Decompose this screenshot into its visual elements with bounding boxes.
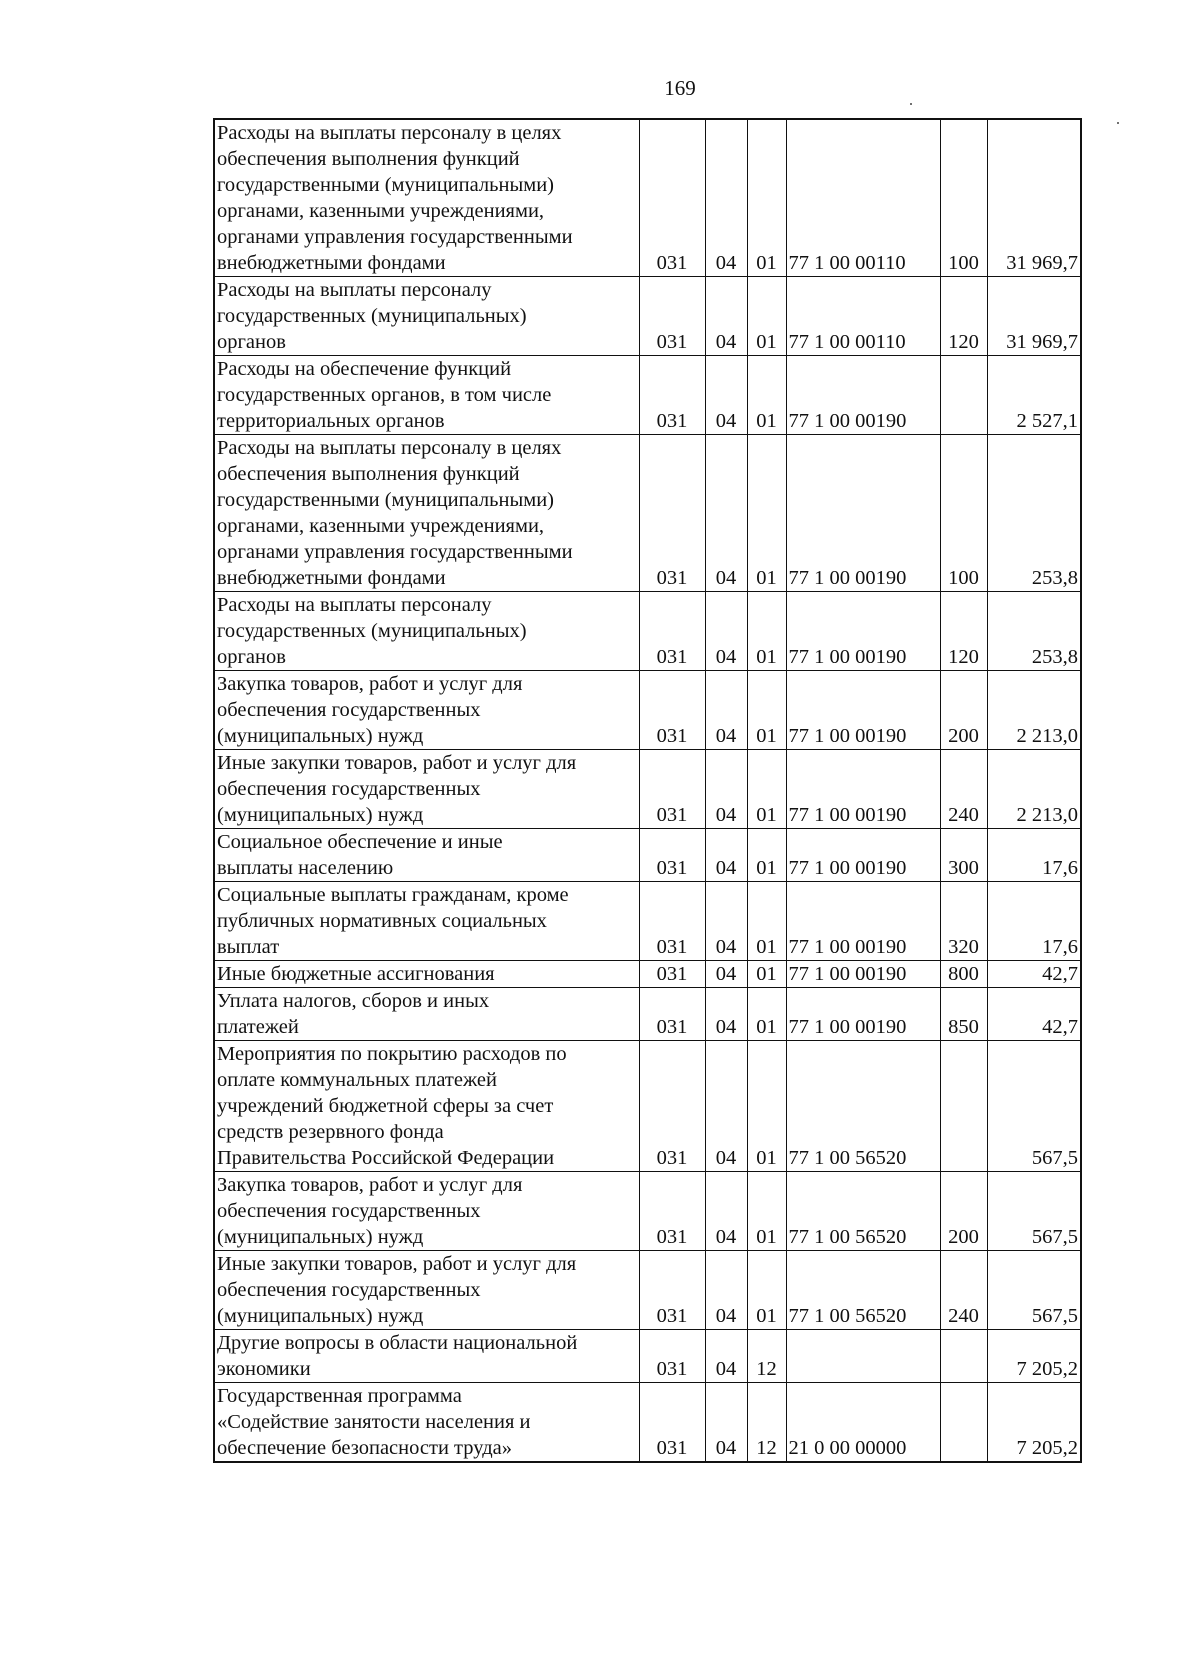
amount-value: 7 205,2 xyxy=(987,1383,1081,1463)
subsection-code: 01 xyxy=(747,671,786,750)
subsection-code: 01 xyxy=(747,356,786,435)
section-code: 04 xyxy=(705,1172,747,1251)
subsection-code: 01 xyxy=(747,882,786,961)
section-code: 04 xyxy=(705,277,747,356)
target-article-code: 77 1 00 00190 xyxy=(786,671,940,750)
page-number: 169 xyxy=(664,76,696,100)
target-article-code: 77 1 00 00110 xyxy=(786,119,940,277)
ministry-code: 031 xyxy=(639,1041,705,1172)
subsection-code: 01 xyxy=(747,750,786,829)
expense-name: Расходы на выплаты персоналу в целях обеспечения выполнения функций государственными (муниципальными) органами, казенными учреждениями, органами управления государственными внебюджетными фондами xyxy=(214,119,639,277)
section-code: 04 xyxy=(705,1383,747,1463)
expense-type-code: 100 xyxy=(940,435,987,592)
expense-type-code: 300 xyxy=(940,829,987,882)
expense-type-code: 320 xyxy=(940,882,987,961)
target-article-code: 77 1 00 00190 xyxy=(786,750,940,829)
expense-type-code xyxy=(940,356,987,435)
expense-name: Расходы на выплаты персоналу в целях обеспечения выполнения функций государственными (муниципальными) органами, казенными учреждениями, органами управления государственными внебюджетными фондами xyxy=(214,435,639,592)
section-code: 04 xyxy=(705,829,747,882)
amount-value: 42,7 xyxy=(987,961,1081,988)
amount-value: 567,5 xyxy=(987,1172,1081,1251)
target-article-code: 77 1 00 00190 xyxy=(786,988,940,1041)
target-article-code: 77 1 00 00190 xyxy=(786,829,940,882)
expense-name: Социальное обеспечение и иные выплаты населению xyxy=(214,829,639,882)
expense-name: Закупка товаров, работ и услуг для обеспечения государственных (муниципальных) нужд xyxy=(214,1172,639,1251)
section-code: 04 xyxy=(705,1251,747,1330)
section-code: 04 xyxy=(705,435,747,592)
amount-value: 31 969,7 xyxy=(987,277,1081,356)
expense-type-code: 800 xyxy=(940,961,987,988)
budget-table-body xyxy=(214,119,1081,1462)
amount-value: 31 969,7 xyxy=(987,119,1081,277)
section-code: 04 xyxy=(705,961,747,988)
expense-type-code: 850 xyxy=(940,988,987,1041)
ministry-code: 031 xyxy=(639,829,705,882)
ministry-code: 031 xyxy=(639,671,705,750)
expense-type-code: 100 xyxy=(940,119,987,277)
table-row xyxy=(214,1172,1081,1251)
expense-type-code: 120 xyxy=(940,277,987,356)
ministry-code: 031 xyxy=(639,1330,705,1383)
expense-name: Социальные выплаты гражданам, кроме публичных нормативных социальных выплат xyxy=(214,882,639,961)
table-row xyxy=(214,988,1081,1041)
expense-name: Иные закупки товаров, работ и услуг для обеспечения государственных (муниципальных) нужд xyxy=(214,750,639,829)
ministry-code: 031 xyxy=(639,750,705,829)
budget-table xyxy=(213,118,1082,1463)
table-row xyxy=(214,356,1081,435)
expense-type-code xyxy=(940,1330,987,1383)
table-row xyxy=(214,1251,1081,1330)
ministry-code: 031 xyxy=(639,1251,705,1330)
subsection-code: 01 xyxy=(747,1251,786,1330)
target-article-code: 77 1 00 00190 xyxy=(786,882,940,961)
target-article-code: 21 0 00 00000 xyxy=(786,1383,940,1463)
target-article-code: 77 1 00 56520 xyxy=(786,1251,940,1330)
subsection-code: 01 xyxy=(747,1041,786,1172)
scan-speck xyxy=(910,103,912,105)
target-article-code xyxy=(786,1330,940,1383)
ministry-code: 031 xyxy=(639,356,705,435)
expense-name: Иные бюджетные ассигнования xyxy=(214,961,639,988)
amount-value: 42,7 xyxy=(987,988,1081,1041)
amount-value: 253,8 xyxy=(987,435,1081,592)
amount-value: 17,6 xyxy=(987,882,1081,961)
ministry-code: 031 xyxy=(639,435,705,592)
section-code: 04 xyxy=(705,988,747,1041)
target-article-code: 77 1 00 56520 xyxy=(786,1172,940,1251)
subsection-code: 01 xyxy=(747,592,786,671)
amount-value: 17,6 xyxy=(987,829,1081,882)
section-code: 04 xyxy=(705,356,747,435)
expense-name: Расходы на обеспечение функций государственных органов, в том числе территориальных органов xyxy=(214,356,639,435)
section-code: 04 xyxy=(705,882,747,961)
ministry-code: 031 xyxy=(639,119,705,277)
expense-name: Расходы на выплаты персоналу государственных (муниципальных) органов xyxy=(214,277,639,356)
expense-name: Расходы на выплаты персоналу государственных (муниципальных) органов xyxy=(214,592,639,671)
table-row xyxy=(214,592,1081,671)
subsection-code: 01 xyxy=(747,435,786,592)
subsection-code: 01 xyxy=(747,1172,786,1251)
subsection-code: 01 xyxy=(747,119,786,277)
table-row xyxy=(214,435,1081,592)
table-row xyxy=(214,119,1081,277)
section-code: 04 xyxy=(705,671,747,750)
table-row xyxy=(214,1383,1081,1463)
target-article-code: 77 1 00 56520 xyxy=(786,1041,940,1172)
section-code: 04 xyxy=(705,119,747,277)
ministry-code: 031 xyxy=(639,277,705,356)
expense-name: Закупка товаров, работ и услуг для обеспечения государственных (муниципальных) нужд xyxy=(214,671,639,750)
table-row xyxy=(214,671,1081,750)
amount-value: 2 213,0 xyxy=(987,750,1081,829)
section-code: 04 xyxy=(705,1330,747,1383)
target-article-code: 77 1 00 00190 xyxy=(786,961,940,988)
subsection-code: 01 xyxy=(747,277,786,356)
expense-name: Иные закупки товаров, работ и услуг для обеспечения государственных (муниципальных) нужд xyxy=(214,1251,639,1330)
subsection-code: 01 xyxy=(747,829,786,882)
table-row xyxy=(214,1330,1081,1383)
subsection-code: 01 xyxy=(747,961,786,988)
subsection-code: 12 xyxy=(747,1330,786,1383)
subsection-code: 12 xyxy=(747,1383,786,1463)
amount-value: 7 205,2 xyxy=(987,1330,1081,1383)
section-code: 04 xyxy=(705,592,747,671)
expense-type-code xyxy=(940,1383,987,1463)
scan-speck xyxy=(1117,122,1119,124)
expense-type-code: 240 xyxy=(940,1251,987,1330)
expense-type-code: 240 xyxy=(940,750,987,829)
target-article-code: 77 1 00 00190 xyxy=(786,435,940,592)
amount-value: 2 213,0 xyxy=(987,671,1081,750)
section-code: 04 xyxy=(705,750,747,829)
expense-type-code: 120 xyxy=(940,592,987,671)
target-article-code: 77 1 00 00190 xyxy=(786,356,940,435)
amount-value: 2 527,1 xyxy=(987,356,1081,435)
amount-value: 567,5 xyxy=(987,1251,1081,1330)
ministry-code: 031 xyxy=(639,592,705,671)
table-row xyxy=(214,277,1081,356)
expense-name: Мероприятия по покрытию расходов по оплате коммунальных платежей учреждений бюджетной сферы за счет средств резервного фонда Правительства Российской Федерации xyxy=(214,1041,639,1172)
ministry-code: 031 xyxy=(639,1383,705,1463)
table-row xyxy=(214,882,1081,961)
subsection-code: 01 xyxy=(747,988,786,1041)
section-code: 04 xyxy=(705,1041,747,1172)
expense-type-code xyxy=(940,1041,987,1172)
expense-name: Уплата налогов, сборов и иных платежей xyxy=(214,988,639,1041)
table-row xyxy=(214,1041,1081,1172)
amount-value: 253,8 xyxy=(987,592,1081,671)
ministry-code: 031 xyxy=(639,882,705,961)
expense-type-code: 200 xyxy=(940,671,987,750)
amount-value: 567,5 xyxy=(987,1041,1081,1172)
table-row xyxy=(214,961,1081,988)
target-article-code: 77 1 00 00110 xyxy=(786,277,940,356)
ministry-code: 031 xyxy=(639,988,705,1041)
expense-name: Государственная программа «Содействие занятости населения и обеспечение безопасности труда» xyxy=(214,1383,639,1463)
ministry-code: 031 xyxy=(639,1172,705,1251)
expense-name: Другие вопросы в области национальной экономики xyxy=(214,1330,639,1383)
table-row xyxy=(214,829,1081,882)
ministry-code: 031 xyxy=(639,961,705,988)
expense-type-code: 200 xyxy=(940,1172,987,1251)
target-article-code: 77 1 00 00190 xyxy=(786,592,940,671)
table-row xyxy=(214,750,1081,829)
